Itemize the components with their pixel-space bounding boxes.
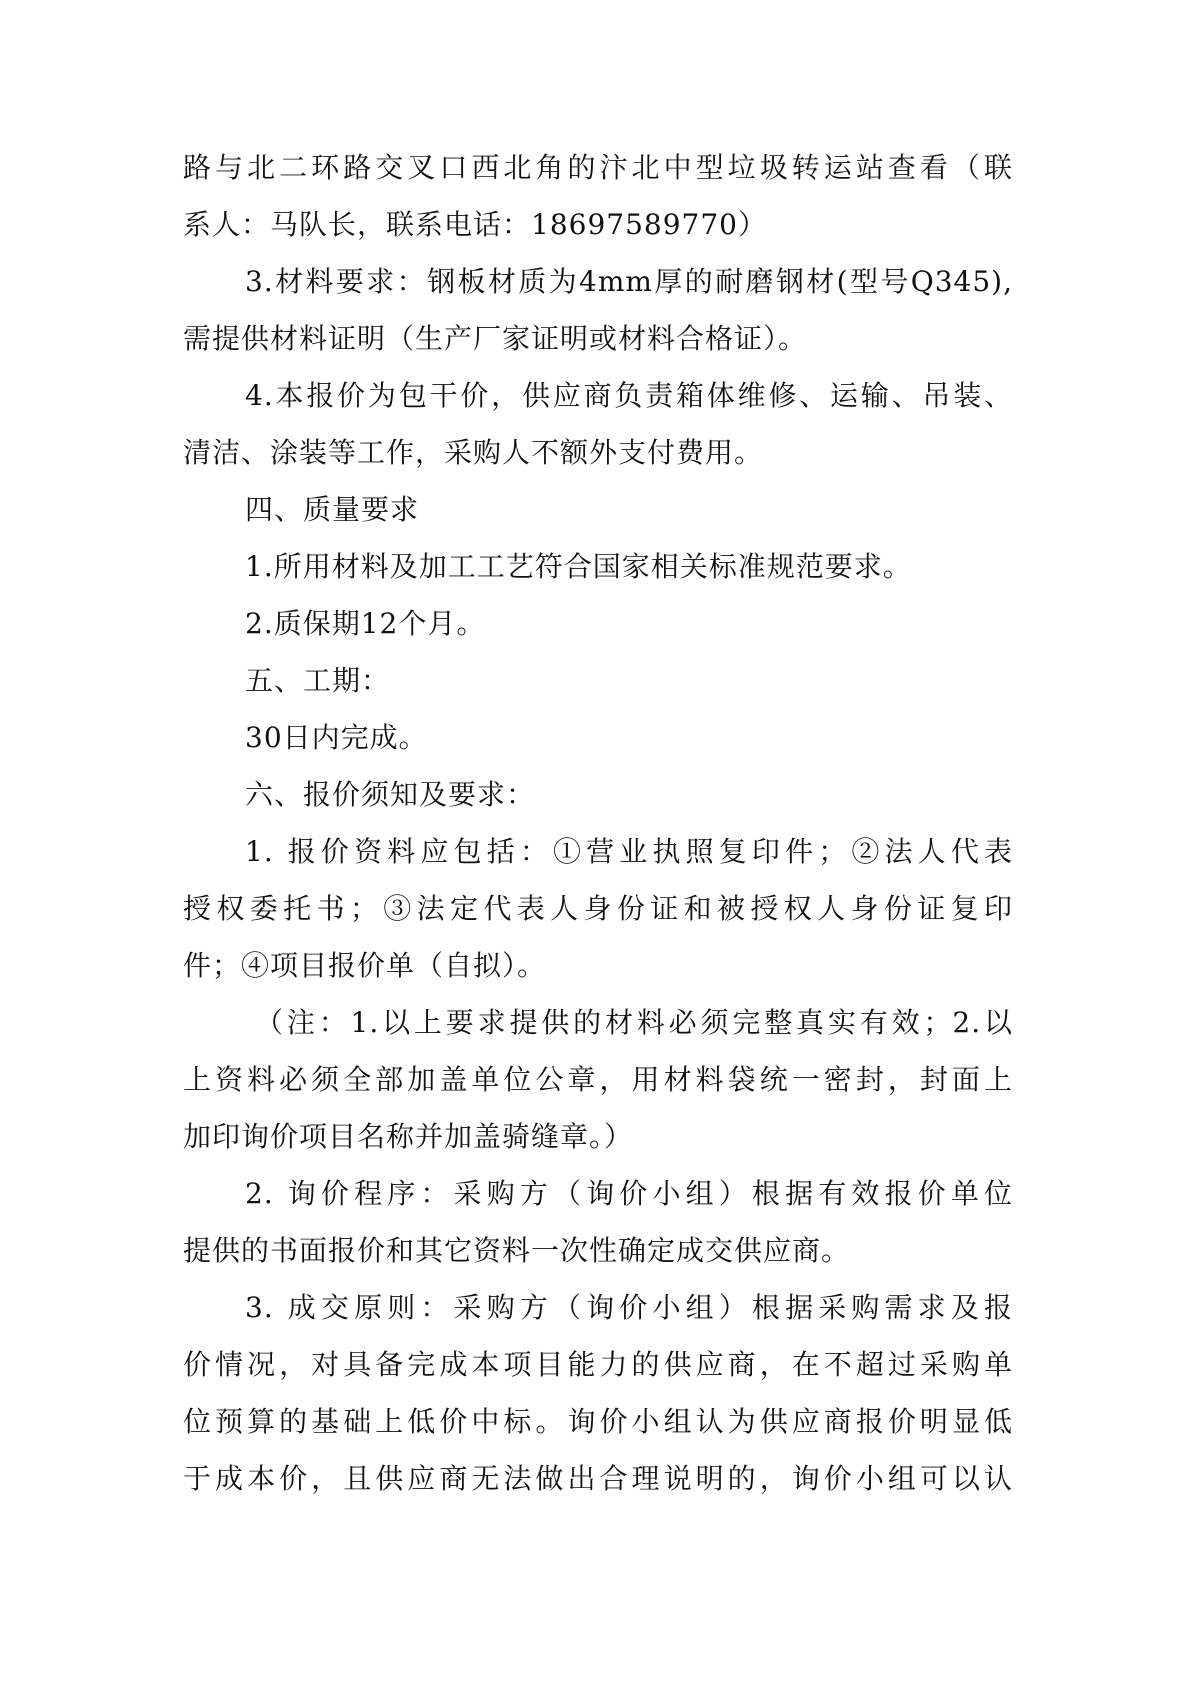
body-line: 需提供材料证明（生产厂家证明或材料合格证）。 bbox=[183, 322, 808, 355]
body-line: 2.质保期12个月。 bbox=[245, 607, 486, 640]
body-line: 1. 报价资料应包括：①营业执照复印件；②法人代表 bbox=[245, 835, 1013, 868]
body-line: 授权委托书；③法定代表人身份证和被授权人身份证复印 bbox=[183, 892, 1013, 925]
body-line: 提供的书面报价和其它资料一次性确定成交供应商。 bbox=[183, 1234, 851, 1267]
body-line: 系人：马队长，联系电话：18697589770） bbox=[183, 208, 767, 241]
body-line: 3.材料要求：钢板材质为4mm厚的耐磨钢材(型号Q345), bbox=[245, 265, 1013, 298]
body-line: 2. 询价程序：采购方（询价小组）根据有效报价单位 bbox=[245, 1177, 1013, 1210]
note-line: 上资料必须全部加盖单位公章，用材料袋统一密封，封面上 bbox=[183, 1063, 1013, 1096]
body-line: 3. 成交原则：采购方（询价小组）根据采购需求及报 bbox=[245, 1291, 1013, 1324]
body-line: 清洁、涂装等工作，采购人不额外支付费用。 bbox=[183, 436, 764, 469]
body-line: 1.所用材料及加工工艺符合国家相关标准规范要求。 bbox=[245, 550, 912, 583]
body-line: 4.本报价为包干价，供应商负责箱体维修、运输、吊装、 bbox=[245, 379, 1013, 412]
note-line: 加印询价项目名称并加盖骑缝章。） bbox=[183, 1120, 634, 1153]
body-line: 于成本价，且供应商无法做出合理说明的，询价小组可以认 bbox=[183, 1462, 1013, 1495]
body-line: 价情况，对具备完成本项目能力的供应商，在不超过采购单 bbox=[183, 1348, 1013, 1381]
section-heading: 四、质量要求 bbox=[245, 493, 420, 526]
section-heading: 六、报价须知及要求： bbox=[245, 778, 536, 811]
body-line: 路与北二环路交叉口西北角的汴北中型垃圾转运站查看（联 bbox=[183, 151, 1013, 184]
section-heading: 五、工期： bbox=[245, 664, 391, 697]
body-line: 位预算的基础上低价中标。询价小组认为供应商报价明显低 bbox=[183, 1405, 1013, 1438]
body-line: 件；④项目报价单（自拟）。 bbox=[183, 949, 547, 982]
note-line: （注：1.以上要求提供的材料必须完整真实有效；2.以 bbox=[255, 1006, 1013, 1039]
body-line: 30日内完成。 bbox=[245, 721, 428, 754]
